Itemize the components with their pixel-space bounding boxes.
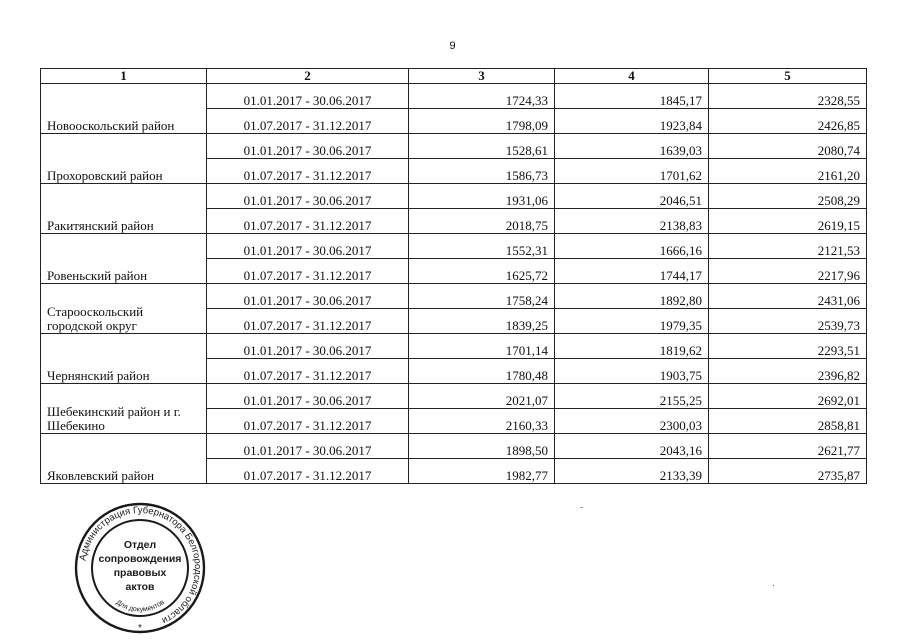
value-col4: 2046,51	[555, 184, 709, 209]
stamp-center-line: актов	[125, 581, 155, 593]
official-stamp	[72, 500, 208, 636]
value-col3: 1758,24	[409, 284, 555, 309]
period-cell: 01.01.2017 - 30.06.2017	[207, 434, 409, 459]
column-header: 2	[207, 69, 409, 84]
value-col4: 1744,17	[555, 259, 709, 284]
value-col4: 2133,39	[555, 459, 709, 484]
value-col4: 1892,80	[555, 284, 709, 309]
period-cell: 01.07.2017 - 31.12.2017	[207, 459, 409, 484]
value-col4: 1903,75	[555, 359, 709, 384]
period-cell: 01.01.2017 - 30.06.2017	[207, 184, 409, 209]
table-row	[41, 84, 867, 109]
column-header: 3	[409, 69, 555, 84]
district-name: Прохоровский район	[41, 134, 207, 184]
value-col5: 2080,74	[709, 134, 867, 159]
district-name: Яковлевский район	[41, 434, 207, 484]
period-cell: 01.07.2017 - 31.12.2017	[207, 409, 409, 434]
value-col4: 1923,84	[555, 109, 709, 134]
value-col3: 1798,09	[409, 109, 555, 134]
value-col3: 1586,73	[409, 159, 555, 184]
table-row	[41, 434, 867, 459]
value-col4: 1701,62	[555, 159, 709, 184]
period-cell: 01.07.2017 - 31.12.2017	[207, 259, 409, 284]
table-row	[41, 234, 867, 259]
value-col3: 1724,33	[409, 84, 555, 109]
table-row	[41, 384, 867, 409]
value-col5: 2161,20	[709, 159, 867, 184]
value-col3: 1701,14	[409, 334, 555, 359]
period-cell: 01.01.2017 - 30.06.2017	[207, 384, 409, 409]
value-col5: 2121,53	[709, 234, 867, 259]
table-row	[41, 284, 867, 309]
page-number: 9	[449, 40, 456, 52]
value-col3: 2018,75	[409, 209, 555, 234]
value-col3: 1931,06	[409, 184, 555, 209]
value-col4: 1819,62	[555, 334, 709, 359]
stamp-center-line: правовых	[113, 567, 167, 579]
value-col4: 2300,03	[555, 409, 709, 434]
district-name: Старооскольский городской округ	[41, 284, 207, 334]
column-header: 5	[709, 69, 867, 84]
value-col5: 2539,73	[709, 309, 867, 334]
value-col5: 2396,82	[709, 359, 867, 384]
period-cell: 01.01.2017 - 30.06.2017	[207, 234, 409, 259]
value-col3: 1780,48	[409, 359, 555, 384]
value-col4: 2138,83	[555, 209, 709, 234]
value-col3: 1528,61	[409, 134, 555, 159]
value-col4: 2155,25	[555, 384, 709, 409]
value-col3: 1898,50	[409, 434, 555, 459]
value-col5: 2619,15	[709, 209, 867, 234]
value-col5: 2426,85	[709, 109, 867, 134]
value-col5: 2508,29	[709, 184, 867, 209]
value-col5: 2858,81	[709, 409, 867, 434]
period-cell: 01.07.2017 - 31.12.2017	[207, 109, 409, 134]
column-header: 4	[555, 69, 709, 84]
tariff-table	[40, 68, 867, 484]
value-col5: 2735,87	[709, 459, 867, 484]
district-name: Новооскольский район	[41, 84, 207, 134]
stamp-outer-text: Администрация Губернатора Белгородской области	[77, 504, 204, 627]
value-col5: 2293,51	[709, 334, 867, 359]
value-col3: 1982,77	[409, 459, 555, 484]
table-row	[41, 334, 867, 359]
period-cell: 01.01.2017 - 30.06.2017	[207, 134, 409, 159]
period-cell: 01.01.2017 - 30.06.2017	[207, 334, 409, 359]
period-cell: 01.07.2017 - 31.12.2017	[207, 309, 409, 334]
stamp-star: *	[138, 623, 142, 634]
value-col3: 2160,33	[409, 409, 555, 434]
value-col5: 2692,01	[709, 384, 867, 409]
value-col4: 1666,16	[555, 234, 709, 259]
district-name: Шебекинский район и г. Шебекино	[41, 384, 207, 434]
period-cell: 01.07.2017 - 31.12.2017	[207, 359, 409, 384]
table-row	[41, 134, 867, 159]
value-col5: 2621,77	[709, 434, 867, 459]
scan-speck: .	[772, 578, 775, 589]
value-col3: 1839,25	[409, 309, 555, 334]
value-col3: 1625,72	[409, 259, 555, 284]
period-cell: 01.07.2017 - 31.12.2017	[207, 159, 409, 184]
table-header-row	[41, 69, 867, 84]
table-row	[41, 184, 867, 209]
column-header: 1	[41, 69, 207, 84]
stamp-bottom-text: Для документов	[114, 598, 166, 614]
value-col5: 2431,06	[709, 284, 867, 309]
stamp-center-line: Отдел	[123, 539, 157, 551]
district-name: Ровеньский район	[41, 234, 207, 284]
district-name: Ракитянский район	[41, 184, 207, 234]
value-col4: 1639,03	[555, 134, 709, 159]
value-col4: 2043,16	[555, 434, 709, 459]
scan-speck: ˉ	[580, 506, 584, 517]
period-cell: 01.01.2017 - 30.06.2017	[207, 284, 409, 309]
value-col4: 1845,17	[555, 84, 709, 109]
value-col5: 2217,96	[709, 259, 867, 284]
value-col4: 1979,35	[555, 309, 709, 334]
district-name: Чернянский район	[41, 334, 207, 384]
value-col5: 2328,55	[709, 84, 867, 109]
period-cell: 01.01.2017 - 30.06.2017	[207, 84, 409, 109]
period-cell: 01.07.2017 - 31.12.2017	[207, 209, 409, 234]
value-col3: 2021,07	[409, 384, 555, 409]
stamp-center-line: сопровождения	[98, 553, 182, 565]
value-col3: 1552,31	[409, 234, 555, 259]
